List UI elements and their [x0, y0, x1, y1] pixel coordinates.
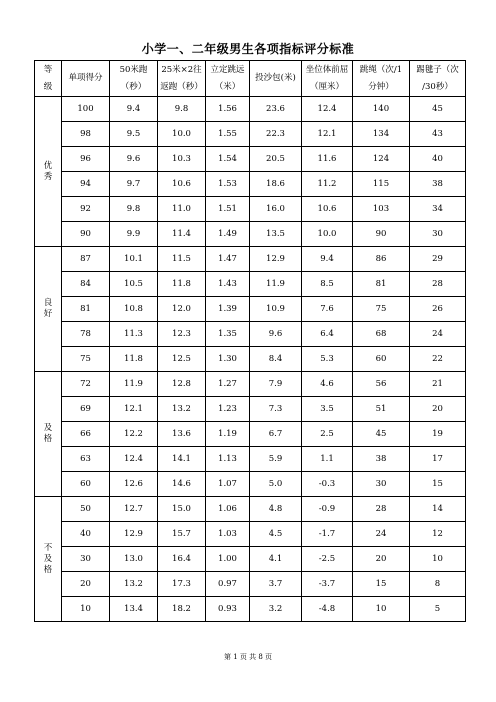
table-cell: -3.7 [302, 572, 353, 597]
table-cell: 17.3 [158, 572, 206, 597]
table-cell: 40 [62, 522, 110, 547]
table-cell: 12.2 [110, 422, 158, 447]
table-cell: 13.0 [110, 547, 158, 572]
table-cell: 124 [353, 147, 410, 172]
table-cell: 24 [353, 522, 410, 547]
table-row [35, 597, 466, 622]
table-row [35, 247, 466, 272]
table-cell: 75 [62, 347, 110, 372]
level-header [35, 61, 62, 97]
table-cell: 78 [62, 322, 110, 347]
table-cell: 13.6 [158, 422, 206, 447]
table-cell: 9.6 [250, 322, 302, 347]
table-cell: 28 [410, 272, 466, 297]
table-cell: 10.6 [158, 172, 206, 197]
table-cell: 115 [353, 172, 410, 197]
table-row [35, 497, 466, 522]
table-row [35, 97, 466, 122]
table-cell: 17 [410, 447, 466, 472]
table-cell: 68 [353, 322, 410, 347]
table-cell: 11.9 [250, 272, 302, 297]
table-cell: 8.4 [250, 347, 302, 372]
table-cell: 1.56 [206, 97, 250, 122]
table-cell: 7.9 [250, 372, 302, 397]
rope-skip-header [353, 61, 410, 97]
table-cell: 12.1 [110, 397, 158, 422]
table-cell: 20 [353, 547, 410, 572]
table-cell: 10.5 [110, 272, 158, 297]
table-cell: 5.3 [302, 347, 353, 372]
table-cell: 12.5 [158, 347, 206, 372]
table-cell: 20.5 [250, 147, 302, 172]
table-row [35, 222, 466, 247]
table-row [35, 422, 466, 447]
table-row [35, 272, 466, 297]
header-line: 坐位体前屈 [305, 64, 349, 75]
level-char: 秀 [43, 171, 53, 182]
table-cell: 14.6 [158, 472, 206, 497]
table-cell: 11.4 [158, 222, 206, 247]
header-line: 分钟） [368, 81, 394, 92]
table-cell: 12.1 [302, 122, 353, 147]
table-row [35, 197, 466, 222]
table-cell: 9.6 [110, 147, 158, 172]
table-cell: 1.54 [206, 147, 250, 172]
table-cell: 56 [353, 372, 410, 397]
table-cell: 1.23 [206, 397, 250, 422]
table-cell: 9.9 [110, 222, 158, 247]
table-cell: 12.8 [158, 372, 206, 397]
level-char: 不 [43, 542, 53, 553]
table-cell: 18.2 [158, 597, 206, 622]
table-cell: 10 [410, 547, 466, 572]
table-cell: 38 [410, 172, 466, 197]
table-cell: 92 [62, 197, 110, 222]
table-cell: 6.4 [302, 322, 353, 347]
table-row [35, 322, 466, 347]
table-cell: 10.0 [302, 222, 353, 247]
table-cell: 8 [410, 572, 466, 597]
table-header [35, 61, 466, 97]
table-cell: 69 [62, 397, 110, 422]
level-char: 格 [43, 434, 53, 444]
table-cell: 5.9 [250, 447, 302, 472]
table-cell: -1.7 [302, 522, 353, 547]
table-cell: 75 [353, 297, 410, 322]
table-cell: 11.9 [110, 372, 158, 397]
table-cell: 134 [353, 122, 410, 147]
table-cell: 50 [62, 497, 110, 522]
header-line: 踢毽子（次 [416, 64, 459, 75]
header-line: （厘米） [309, 81, 344, 92]
table-row [35, 122, 466, 147]
table-cell: 1.43 [206, 272, 250, 297]
table-cell: 98 [62, 122, 110, 147]
table-cell: 12.0 [158, 297, 206, 322]
header-line: 级 [43, 81, 53, 92]
table-cell: 1.27 [206, 372, 250, 397]
table-cell: 103 [353, 197, 410, 222]
table-cell: 2.5 [302, 422, 353, 447]
level-char: 及 [43, 423, 53, 433]
table-cell: 60 [353, 347, 410, 372]
score-table [34, 60, 466, 622]
table-cell: 66 [62, 422, 110, 447]
table-cell: 1.51 [206, 197, 250, 222]
table-cell: 21 [410, 372, 466, 397]
table-cell: 11.8 [158, 272, 206, 297]
table-cell: 12 [410, 522, 466, 547]
level-cell [35, 247, 62, 372]
table-cell: 12.4 [302, 97, 353, 122]
table-cell: 100 [62, 97, 110, 122]
table-row [35, 522, 466, 547]
table-cell: 18.6 [250, 172, 302, 197]
level-char: 及 [43, 553, 53, 564]
table-cell: 96 [62, 147, 110, 172]
table-cell: 20 [410, 397, 466, 422]
table-cell: 9.5 [110, 122, 158, 147]
table-cell: -4.8 [302, 597, 353, 622]
table-cell: 29 [410, 247, 466, 272]
level-char: 优 [43, 160, 53, 171]
table-cell: 10 [353, 597, 410, 622]
table-row [35, 447, 466, 472]
table-cell: -2.5 [302, 547, 353, 572]
table-cell: 4.8 [250, 497, 302, 522]
table-cell: 10.9 [250, 297, 302, 322]
level-cell [35, 97, 62, 247]
table-row [35, 172, 466, 197]
table-cell: -0.9 [302, 497, 353, 522]
table-cell: 34 [410, 197, 466, 222]
table-cell: 43 [410, 122, 466, 147]
table-cell: 1.30 [206, 347, 250, 372]
table-cell: 12.7 [110, 497, 158, 522]
table-cell: 12.4 [110, 447, 158, 472]
table-cell: 11.3 [110, 322, 158, 347]
table-cell: 60 [62, 472, 110, 497]
table-cell: 1.19 [206, 422, 250, 447]
table-cell: 51 [353, 397, 410, 422]
level-char: 良 [43, 298, 53, 308]
table-cell: 13.2 [158, 397, 206, 422]
table-cell: 30 [410, 222, 466, 247]
table-cell: 11.0 [158, 197, 206, 222]
header-line: 等 [43, 64, 53, 75]
table-cell: 12.3 [158, 322, 206, 347]
table-cell: 40 [410, 147, 466, 172]
table-row [35, 147, 466, 172]
table-cell: 4.1 [250, 547, 302, 572]
level-char: 格 [43, 564, 53, 575]
header-line: （米） [214, 81, 241, 92]
table-row [35, 347, 466, 372]
table-row [35, 547, 466, 572]
level-cell [35, 372, 62, 497]
table-cell: 11.2 [302, 172, 353, 197]
table-cell: 45 [410, 97, 466, 122]
table-cell: 20 [62, 572, 110, 597]
table-cell: 30 [62, 547, 110, 572]
table-cell: 1.13 [206, 447, 250, 472]
table-cell: 19 [410, 422, 466, 447]
table-cell: 1.03 [206, 522, 250, 547]
table-cell: 7.3 [250, 397, 302, 422]
table-cell: 11.8 [110, 347, 158, 372]
header-line: 投沙包(米) [255, 73, 296, 83]
table-cell: 23.6 [250, 97, 302, 122]
table-cell: 84 [62, 272, 110, 297]
table-cell: 1.06 [206, 497, 250, 522]
table-row [35, 572, 466, 597]
table-cell: 13.4 [110, 597, 158, 622]
table-cell: 1.1 [302, 447, 353, 472]
table-cell: 24 [410, 322, 466, 347]
table-cell: 28 [353, 497, 410, 522]
table-cell: 12.9 [110, 522, 158, 547]
header-line: 返跑（秒） [160, 81, 203, 92]
table-cell: 90 [62, 222, 110, 247]
table-cell: 3.5 [302, 397, 353, 422]
table-cell: 1.47 [206, 247, 250, 272]
table-row [35, 297, 466, 322]
table-cell: 11.5 [158, 247, 206, 272]
page-footer: 第 1 页 共 8 页 [223, 653, 273, 661]
table-cell: 87 [62, 247, 110, 272]
table-cell: 9.4 [302, 247, 353, 272]
table-cell: 1.49 [206, 222, 250, 247]
table-cell: -0.3 [302, 472, 353, 497]
table-cell: 9.8 [158, 97, 206, 122]
table-cell: 72 [62, 372, 110, 397]
table-cell: 12.6 [110, 472, 158, 497]
run-50m-header [110, 61, 158, 97]
table-row [35, 472, 466, 497]
table-cell: 15.7 [158, 522, 206, 547]
table-cell: 45 [353, 422, 410, 447]
table-row [35, 397, 466, 422]
table-cell: 3.7 [250, 572, 302, 597]
header-line: 25米×2往 [161, 64, 202, 75]
table-cell: 10.6 [302, 197, 353, 222]
page-title: 小学一、二年级男生各项指标评分标准 [141, 42, 355, 56]
level-cell [35, 497, 62, 622]
table-cell: 10 [62, 597, 110, 622]
table-cell: 14 [410, 497, 466, 522]
table-cell: 10.3 [158, 147, 206, 172]
table-row [35, 372, 466, 397]
table-cell: 3.2 [250, 597, 302, 622]
header-line: 单项得分 [68, 73, 103, 83]
table-cell: 81 [62, 297, 110, 322]
table-cell: 16.4 [158, 547, 206, 572]
table-cell: 4.6 [302, 372, 353, 397]
table-cell: 12.9 [250, 247, 302, 272]
table-cell: 1.07 [206, 472, 250, 497]
score-header [62, 61, 110, 97]
table-cell: 90 [353, 222, 410, 247]
table-cell: 8.5 [302, 272, 353, 297]
table-cell: 22 [410, 347, 466, 372]
table-cell: 13.2 [110, 572, 158, 597]
table-cell: 1.55 [206, 122, 250, 147]
table-cell: 5.0 [250, 472, 302, 497]
table-cell: 15 [410, 472, 466, 497]
table-cell: 9.8 [110, 197, 158, 222]
sit-reach-header [302, 61, 353, 97]
table-cell: 81 [353, 272, 410, 297]
shuttlecock-header [410, 61, 466, 97]
table-cell: 94 [62, 172, 110, 197]
table-cell: 5 [410, 597, 466, 622]
table-cell: 38 [353, 447, 410, 472]
sandbag-throw-header [250, 61, 302, 97]
table-cell: 86 [353, 247, 410, 272]
shuttle-run-header [158, 61, 206, 97]
table-cell: 63 [62, 447, 110, 472]
table-cell: 15 [353, 572, 410, 597]
table-cell: 26 [410, 297, 466, 322]
header-line: /30秒） [422, 81, 453, 92]
table-cell: 9.4 [110, 97, 158, 122]
header-line: 立定跳远 [210, 64, 245, 75]
table-cell: 10.8 [110, 297, 158, 322]
table-cell: 0.97 [206, 572, 250, 597]
table-cell: 7.6 [302, 297, 353, 322]
table-cell: 22.3 [250, 122, 302, 147]
table-cell: 140 [353, 97, 410, 122]
table-cell: 10.1 [110, 247, 158, 272]
table-cell: 13.5 [250, 222, 302, 247]
table-cell: 30 [353, 472, 410, 497]
table-cell: 10.0 [158, 122, 206, 147]
table-cell: 15.0 [158, 497, 206, 522]
header-line: 50米跑 [119, 64, 148, 75]
table-cell: 1.39 [206, 297, 250, 322]
table-cell: 14.1 [158, 447, 206, 472]
table-cell: 1.00 [206, 547, 250, 572]
table-cell: 6.7 [250, 422, 302, 447]
table-cell: 4.5 [250, 522, 302, 547]
table-cell: 1.53 [206, 172, 250, 197]
header-line: 跳绳（次/1 [359, 64, 403, 75]
table-cell: 1.35 [206, 322, 250, 347]
table-cell: 9.7 [110, 172, 158, 197]
header-line: （秒） [120, 81, 147, 92]
level-char: 好 [43, 309, 53, 319]
table-cell: 11.6 [302, 147, 353, 172]
long-jump-header [206, 61, 250, 97]
table-cell: 0.93 [206, 597, 250, 622]
table-cell: 16.0 [250, 197, 302, 222]
